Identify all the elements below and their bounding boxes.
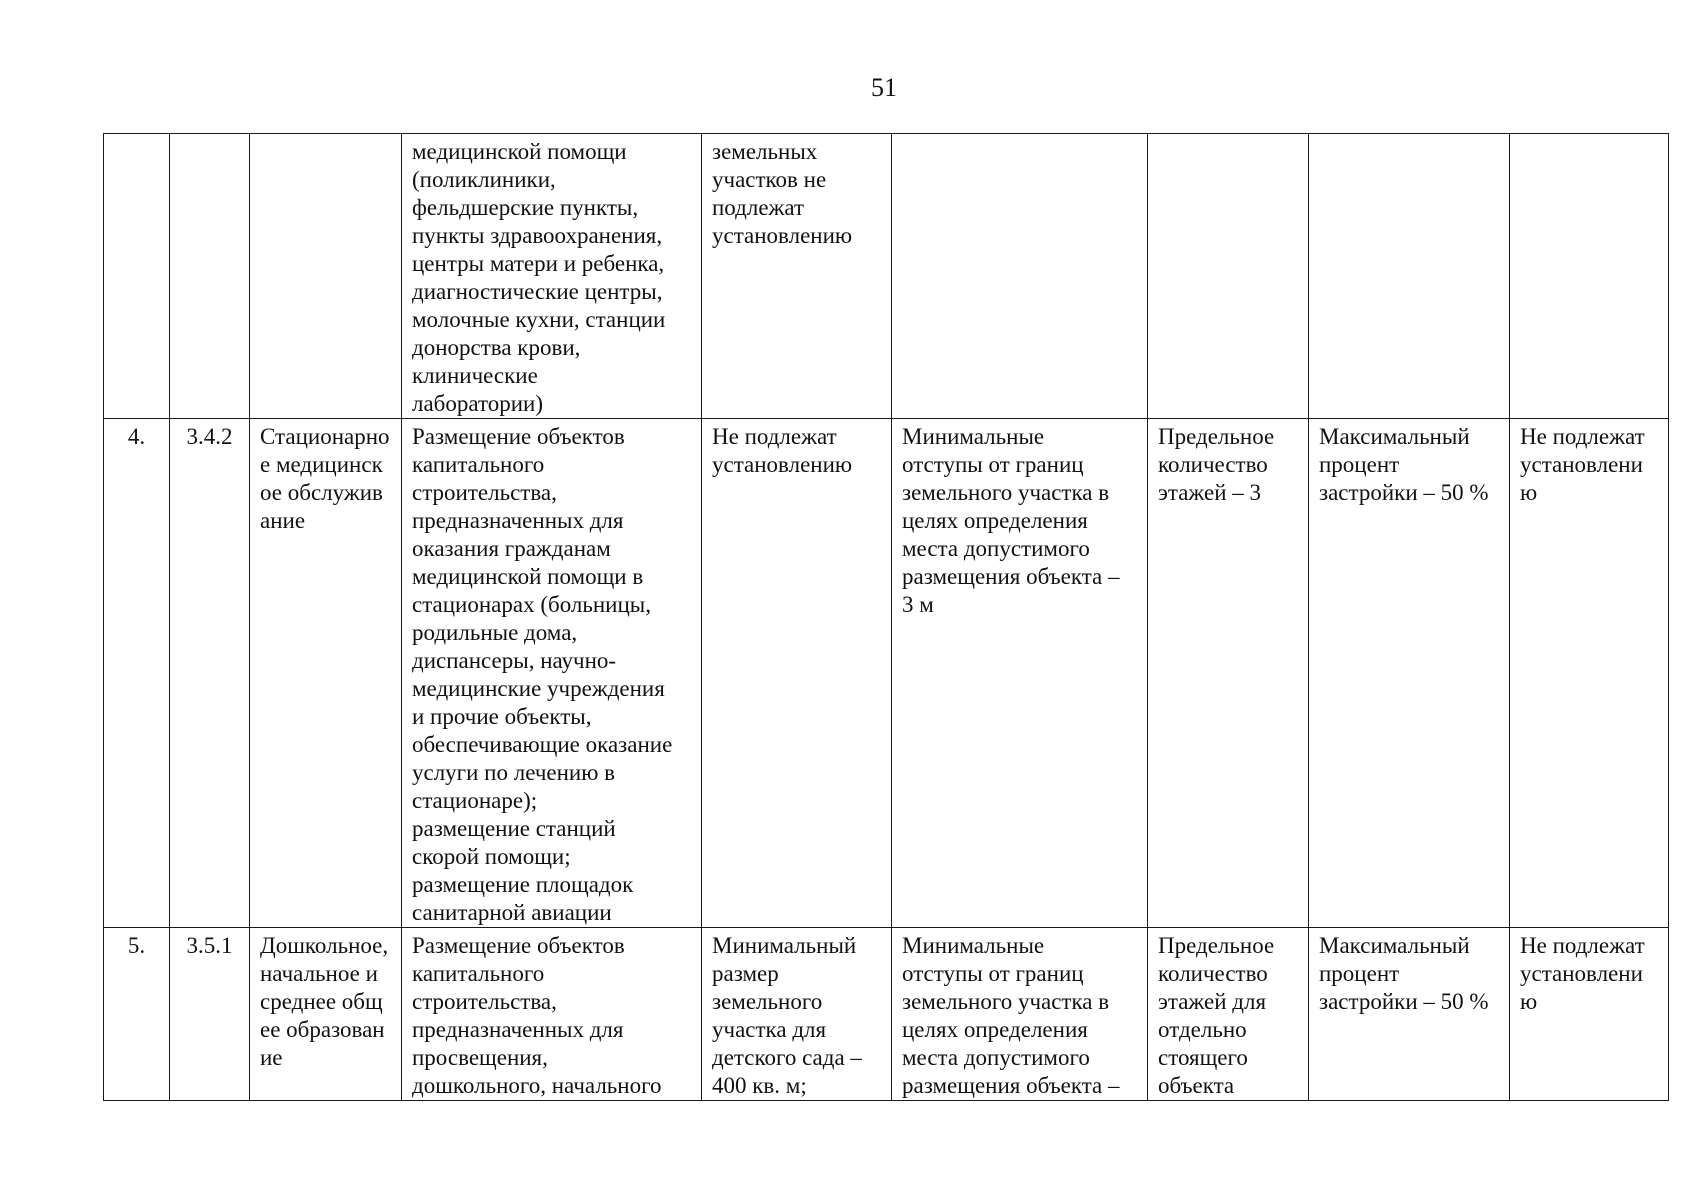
other-params-cell: Не подлежат установлению xyxy=(1510,419,1669,928)
other-params-cell: Не подлежат установлению xyxy=(1510,928,1669,1101)
row-number-cell: 5. xyxy=(104,928,170,1101)
row-number-cell xyxy=(104,134,170,419)
use-code-cell xyxy=(170,134,250,419)
setbacks-cell: Минимальные отступы от границ земельного участка в целях определения места допустимого размещения объекта – 3 м xyxy=(892,419,1148,928)
floors-cell: Предельное количество этажей для отдельно стоящего объекта xyxy=(1148,928,1309,1101)
floors-cell xyxy=(1148,134,1309,419)
setbacks-cell xyxy=(892,134,1148,419)
row-number-cell: 4. xyxy=(104,419,170,928)
coverage-cell: Максимальный процент застройки – 50 % xyxy=(1309,419,1510,928)
coverage-cell xyxy=(1309,134,1510,419)
use-name-cell xyxy=(250,134,402,419)
use-name-cell: Стационарное медицинское обслуживание xyxy=(250,419,402,928)
floors-cell: Предельное количество этажей – 3 xyxy=(1148,419,1309,928)
coverage-cell: Максимальный процент застройки – 50 % xyxy=(1309,928,1510,1101)
table-row xyxy=(104,419,1669,928)
setbacks-cell: Минимальные отступы от границ земельного участка в целях определения места допустимого размещения объекта – xyxy=(892,928,1148,1101)
page-number: 51 xyxy=(871,73,897,102)
use-description-cell: Размещение объектов капитального строительства, предназначенных для просвещения, дошкольного, начального xyxy=(402,928,702,1101)
use-name-cell: Дошкольное, начальное и среднее общее образование xyxy=(250,928,402,1101)
table-row xyxy=(104,134,1669,419)
use-description-cell: медицинской помощи (поликлиники, фельдшерские пункты, пункты здравоохранения, центры матери и ребенка, диагностические центры, молочные кухни, станции донорства крови, клинические лаборатории) xyxy=(402,134,702,419)
plot-size-cell: Не подлежат установлению xyxy=(702,419,892,928)
plot-size-cell: земельных участков не подлежат установлению xyxy=(702,134,892,419)
use-code-cell: 3.5.1 xyxy=(170,928,250,1101)
table-row xyxy=(104,928,1669,1101)
use-code-cell: 3.4.2 xyxy=(170,419,250,928)
other-params-cell xyxy=(1510,134,1669,419)
use-description-cell: Размещение объектов капитального строительства, предназначенных для оказания гражданам медицинской помощи в стационарах (больницы, родильные дома, диспансеры, научно- медицинские учреждения и прочие объекты, обеспечивающие оказание услуги по лечению в стационаре); размещение станций скорой помощи; размещение площадок санитарной авиации xyxy=(402,419,702,928)
plot-size-cell: Минимальный размер земельного участка для детского сада – 400 кв. м; xyxy=(702,928,892,1101)
regulations-table xyxy=(103,133,1669,1101)
